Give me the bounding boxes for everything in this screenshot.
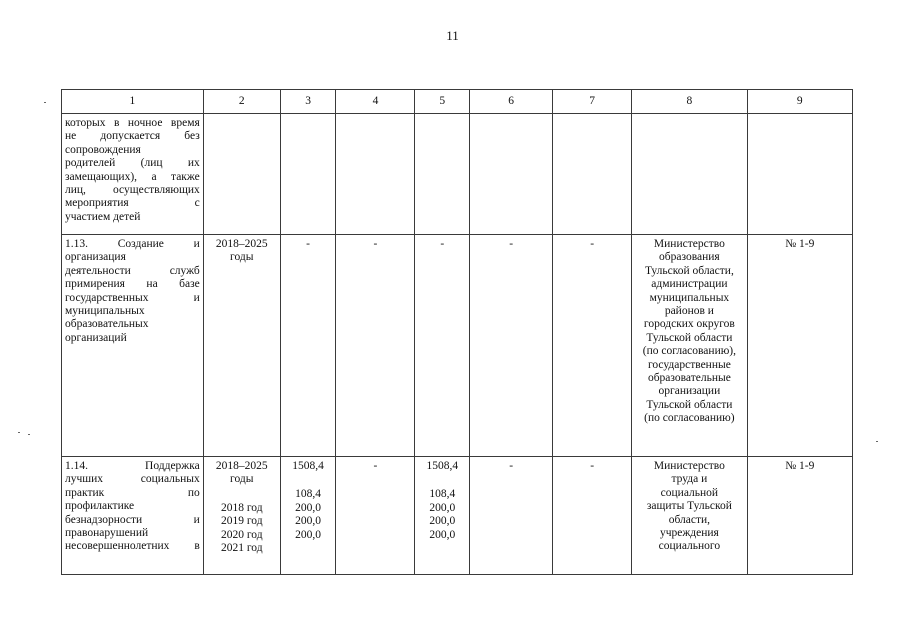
period-text: 2018–2025 годы (215, 460, 268, 486)
header-cell: 8 (632, 90, 747, 114)
federal-budget-cell: - (336, 235, 415, 457)
extra-budget-cell: - (553, 457, 632, 575)
year-list (207, 502, 277, 556)
responsible-cell (632, 457, 747, 575)
text-line: государственных и (65, 291, 200, 304)
text-line: Тульской области (646, 398, 733, 411)
text-line: организаций (65, 331, 127, 344)
header-cell: 7 (553, 90, 632, 114)
program-activities-table (61, 89, 853, 575)
text-line: труда и (671, 473, 708, 486)
federal-budget-cell: - (336, 457, 415, 575)
text-line: Тульской области (646, 331, 733, 344)
period-cell (203, 457, 280, 575)
header-cell: 9 (747, 90, 852, 114)
text-line: защиты Тульской (646, 500, 732, 513)
text-line: (по согласованию), (642, 345, 737, 358)
text-line: примирения на базе (65, 278, 200, 291)
header-cell: 3 (280, 90, 336, 114)
text-line: администрации (651, 278, 728, 291)
text-line: организация (65, 251, 126, 264)
text-line: районов и (664, 305, 714, 318)
total-value: 1508,4 (292, 460, 324, 472)
header-row (62, 90, 853, 114)
text-line: Министерство (653, 238, 725, 250)
text-line: области, (668, 513, 711, 526)
text-line: муниципальных (65, 305, 145, 318)
regional-budget-cell (415, 457, 470, 575)
total-cell (280, 457, 336, 575)
local-budget-cell: - (470, 457, 553, 575)
text-line: городских округов (643, 318, 735, 331)
text-line: организации (658, 385, 721, 398)
text-line: Министерство (653, 460, 725, 472)
header-cell: 5 (415, 90, 470, 114)
scan-speck (876, 441, 878, 442)
indicator-cell: № 1-9 (747, 457, 852, 575)
text-line: учреждения (659, 527, 719, 540)
local-budget-cell (470, 114, 553, 235)
extra-budget-cell (553, 114, 632, 235)
year-label: 2018 год (220, 501, 263, 514)
responsible-cell (632, 235, 747, 457)
header-cell: 2 (203, 90, 280, 114)
regional-budget-cell: - (415, 235, 470, 457)
year-values (284, 488, 333, 542)
text-line: профилактике (65, 500, 135, 513)
year-values (418, 488, 466, 542)
text-line: родителей (лиц их (65, 157, 200, 170)
header-cell: 6 (470, 90, 553, 114)
table-row (62, 235, 853, 457)
year-value: 200,0 (429, 515, 456, 528)
regional-budget-cell (415, 114, 470, 235)
year-value: 200,0 (429, 501, 456, 514)
period-cell (203, 114, 280, 235)
scan-speck (28, 434, 30, 435)
text-line: Тульской области, (644, 264, 734, 277)
responsible-cell (632, 114, 747, 235)
indicator-cell: № 1-9 (747, 235, 852, 457)
text-line: практик по (65, 486, 200, 499)
text-line: несовершеннолетних в (65, 540, 200, 553)
header-cell: 4 (336, 90, 415, 114)
text-line: замещающих), а также (65, 170, 200, 183)
text-line: социального (658, 540, 721, 553)
period-cell: 2018–2025 годы (203, 235, 280, 457)
text-line: образования (659, 251, 720, 264)
text-line: деятельности служб (65, 264, 200, 277)
year-label: 2019 год (220, 515, 263, 528)
text-line: лучших социальных (65, 473, 200, 486)
total-cell (280, 114, 336, 235)
header-cell: 1 (62, 90, 204, 114)
text-line: мероприятия с (65, 197, 200, 210)
year-label: 2020 год (220, 528, 263, 541)
scan-speck (18, 432, 20, 433)
regional-value: 1508,4 (426, 460, 459, 472)
text-line: социальной (660, 486, 719, 499)
year-value: 200,0 (429, 528, 456, 541)
scan-speck (44, 102, 46, 103)
year-value: 200,0 (295, 528, 322, 541)
text-line: государственные (647, 358, 731, 371)
text-line: безнадзорности и (65, 513, 200, 526)
text-line: муниципальных (649, 291, 730, 304)
page-number: 11 (446, 28, 459, 43)
text-line: участием детей (65, 210, 141, 223)
text-line: 1.14. Поддержка (65, 460, 200, 472)
activity-description-cell (62, 457, 204, 575)
year-label: 2021 год (220, 542, 263, 555)
table-row (62, 457, 853, 575)
extra-budget-cell: - (553, 235, 632, 457)
year-value: 200,0 (295, 501, 322, 514)
text-line: сопровождения (65, 143, 141, 156)
text-line: не допускается без (65, 130, 200, 143)
indicator-cell (747, 114, 852, 235)
local-budget-cell: - (470, 235, 553, 457)
text-line: (по согласованию) (644, 412, 735, 425)
text-line: которых в ночное время (65, 117, 200, 129)
text-line: лиц, осуществляющих (65, 184, 200, 197)
total-cell: - (280, 235, 336, 457)
text-line: правонарушений (65, 527, 149, 540)
text-line: образовательные (647, 372, 731, 385)
year-value: 200,0 (295, 515, 322, 528)
text-line: образовательных (65, 318, 149, 331)
table-row (62, 114, 853, 235)
text-line: 1.13. Создание и (65, 238, 200, 250)
year-value: 108,4 (429, 488, 456, 501)
activity-description-cell (62, 235, 204, 457)
federal-budget-cell (336, 114, 415, 235)
year-value: 108,4 (295, 488, 322, 501)
activity-description-cell (62, 114, 204, 235)
